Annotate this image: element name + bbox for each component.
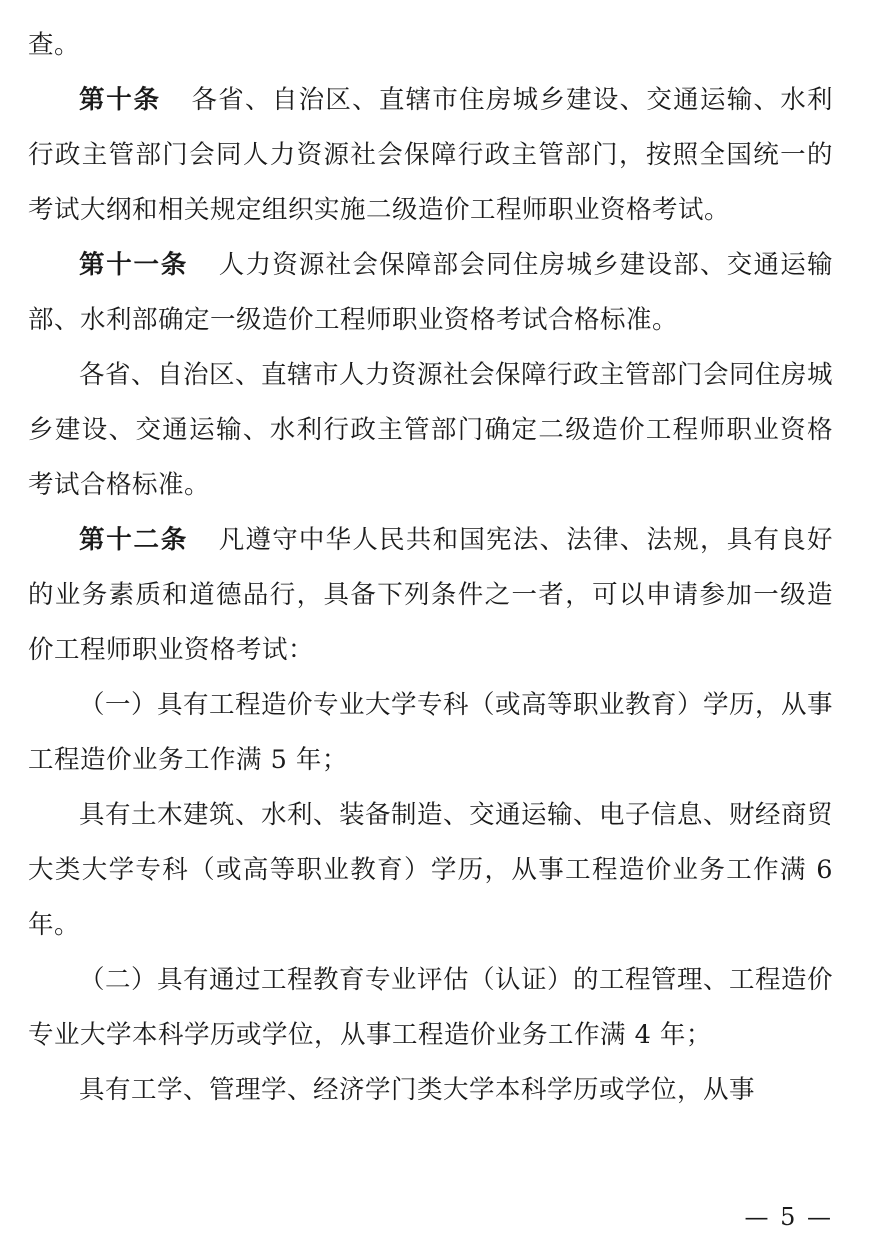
paragraph-text: 具有工学、管理学、经济学门类大学本科学历或学位，从事 bbox=[79, 1075, 756, 1105]
paragraph-text: 凡遵守中华人民共和国宪法、法律、法规，具有良好的业务素质和道德品行，具备下列条件之一者，可以申请参加一级造价工程师职业资格考试： bbox=[28, 525, 833, 665]
paragraph-item-1 bbox=[28, 678, 833, 788]
paragraph-item-2 bbox=[28, 953, 833, 1063]
paragraph-article-10 bbox=[28, 73, 833, 238]
paragraph-article-11 bbox=[28, 238, 833, 348]
paragraph-continued bbox=[28, 18, 833, 73]
paragraph-text: （一）具有工程造价专业大学专科（或高等职业教育）学历，从事工程造价业务工作满 5 年； bbox=[28, 690, 834, 775]
paragraph-text: （二）具有通过工程教育专业评估（认证）的工程管理、工程造价专业大学本科学历或学位，从事工程造价业务工作满 4 年； bbox=[28, 965, 834, 1050]
paragraph-article-11-b bbox=[28, 348, 833, 513]
paragraph-text: 人力资源社会保障部会同住房城乡建设部、交通运输部、水利部确定一级造价工程师职业资格考试合格标准。 bbox=[28, 250, 833, 335]
article-heading: 第十条 bbox=[79, 85, 161, 115]
document-body bbox=[28, 18, 833, 1118]
paragraph-article-12 bbox=[28, 513, 833, 678]
paragraph-item-2-b bbox=[28, 1063, 833, 1118]
paragraph-text: 各省、自治区、直辖市人力资源社会保障行政主管部门会同住房城乡建设、交通运输、水利行政主管部门确定二级造价工程师职业资格考试合格标准。 bbox=[28, 360, 834, 500]
page-number: — 5 — bbox=[744, 1203, 833, 1231]
article-heading: 第十二条 bbox=[79, 525, 188, 555]
paragraph-text: 各省、自治区、直辖市住房城乡建设、交通运输、水利行政主管部门会同人力资源社会保障行政主管部门，按照全国统一的考试大纲和相关规定组织实施二级造价工程师职业资格考试。 bbox=[28, 85, 833, 225]
article-heading: 第十一条 bbox=[79, 250, 188, 280]
paragraph-item-1-b bbox=[28, 788, 833, 953]
paragraph-text: 具有土木建筑、水利、装备制造、交通运输、电子信息、财经商贸大类大学专科（或高等职业教育）学历，从事工程造价业务工作满 6 年。 bbox=[28, 800, 834, 940]
paragraph-text: 查。 bbox=[28, 30, 81, 60]
